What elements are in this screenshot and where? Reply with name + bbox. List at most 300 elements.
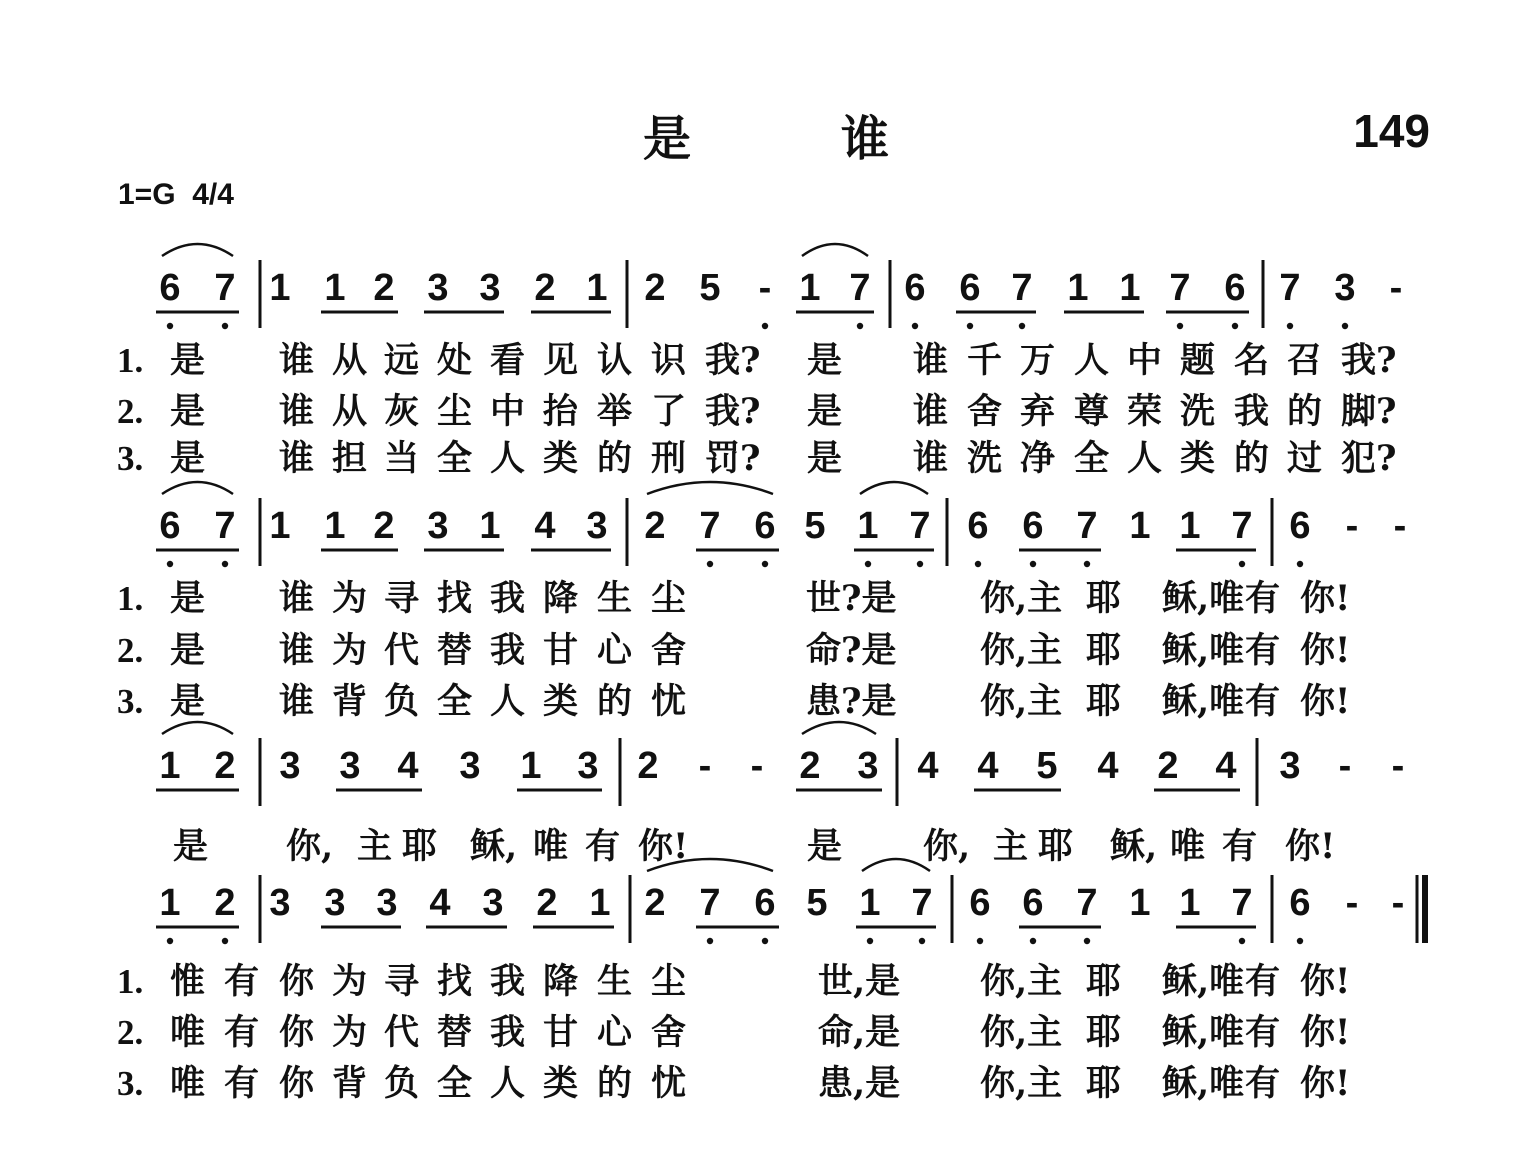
- lyric-syllable: 你: [279, 1012, 315, 1053]
- note: 2: [644, 505, 666, 547]
- lyric-syllable: 是: [807, 438, 843, 479]
- verse-number: 2.: [117, 392, 144, 431]
- lyric-syllable: 举: [597, 391, 633, 432]
- low-octave-dot: [857, 323, 863, 329]
- lyric-syllable: 见: [543, 340, 579, 381]
- note: 1: [859, 882, 881, 924]
- lyric-syllable: 犯?: [1341, 438, 1397, 479]
- lyric-syllable: 唯: [170, 1012, 206, 1053]
- note: 1: [324, 267, 346, 309]
- note: 6: [969, 882, 991, 924]
- lyric-syllable: 尊: [1074, 391, 1110, 432]
- note: 1: [159, 882, 181, 924]
- note-dash: -: [1338, 745, 1352, 787]
- lyric-syllable: 尘: [651, 961, 687, 1002]
- lyric-syllable: 类: [543, 681, 579, 722]
- note: 6: [754, 505, 776, 547]
- lyric-syllable: 全: [437, 681, 473, 722]
- note: 2: [373, 505, 395, 547]
- lyric-syllable: 类: [543, 438, 579, 479]
- lyric-syllable: 耶: [1086, 630, 1122, 671]
- verse-number: 2.: [117, 1013, 144, 1052]
- lyric-syllable: 谁: [279, 681, 315, 722]
- slur: [860, 482, 928, 494]
- lyric-syllable: 人: [1127, 438, 1163, 479]
- lyric-syllable: 耶: [1086, 681, 1122, 722]
- low-octave-dot: [167, 561, 173, 567]
- lyric-syllable: 稣,唯: [1162, 578, 1245, 619]
- lyric-syllable: 负: [384, 1063, 420, 1104]
- lyric-syllable: 是: [807, 826, 843, 867]
- lyric-syllable: 背: [332, 1063, 368, 1104]
- lyric-syllable: 稣,唯: [1162, 961, 1245, 1002]
- lyric-syllable: 从: [332, 340, 368, 381]
- lyric-syllable: 有: [1245, 1012, 1281, 1053]
- lyric-syllable: 认: [597, 340, 633, 381]
- low-octave-dot: [1239, 561, 1245, 567]
- lyric-syllable: 召: [1287, 340, 1323, 381]
- key-signature: 1=G 4/4: [118, 178, 234, 211]
- lyric-syllable: 有: [1245, 630, 1281, 671]
- lyric-syllable: 的: [597, 681, 633, 722]
- low-octave-dot: [762, 323, 768, 329]
- lyric-syllable: 生: [597, 578, 633, 619]
- lyric-syllable: 唯: [533, 826, 569, 867]
- note: 1: [1129, 882, 1151, 924]
- lyric-syllable: 替: [437, 1012, 473, 1053]
- lyric-syllable: 寻: [384, 578, 420, 619]
- note: 7: [1076, 505, 1098, 547]
- lyric-syllable: 人: [490, 438, 526, 479]
- lyric-syllable: 是: [807, 340, 843, 381]
- lyric-syllable: 过: [1287, 438, 1323, 479]
- note: 1: [479, 505, 501, 547]
- lyric-syllable: 荣: [1127, 391, 1163, 432]
- lyric-syllable: 远: [384, 340, 420, 381]
- lyric-syllable: 你,主: [980, 1063, 1063, 1104]
- note: 1: [589, 882, 611, 924]
- lyric-syllable: 世?是: [806, 578, 897, 619]
- note: 4: [977, 745, 999, 787]
- note: 1: [1129, 505, 1151, 547]
- low-octave-dot: [1019, 323, 1025, 329]
- lyric-syllable: 你!: [638, 826, 689, 867]
- note: 7: [849, 267, 871, 309]
- note: 4: [917, 745, 939, 787]
- lyric-syllable: 有: [224, 1063, 260, 1104]
- low-octave-dot: [1030, 938, 1036, 944]
- lyric-syllable: 替: [437, 630, 473, 671]
- note: 2: [534, 267, 556, 309]
- slur: [162, 722, 233, 734]
- lyric-syllable: 的: [597, 1063, 633, 1104]
- lyric-syllable: 是: [170, 340, 206, 381]
- note: 1: [1067, 267, 1089, 309]
- note: 1: [1179, 882, 1201, 924]
- lyric-syllable: 是: [170, 438, 206, 479]
- lyric-syllable: 找: [437, 961, 473, 1002]
- lyric-syllable: 全: [437, 1063, 473, 1104]
- lyric-syllable: 你!: [1300, 1063, 1351, 1104]
- lyric-syllable: 你!: [1300, 1012, 1351, 1053]
- note: 3: [586, 505, 608, 547]
- note-dash: -: [750, 745, 764, 787]
- note: 5: [804, 505, 826, 547]
- note-dash: -: [698, 745, 712, 787]
- lyric-syllable: 有: [1245, 961, 1281, 1002]
- low-octave-dot: [1232, 323, 1238, 329]
- note: 2: [214, 745, 236, 787]
- lyric-syllable: 你,主: [980, 578, 1063, 619]
- note-dash: -: [1389, 267, 1403, 309]
- note: 3: [857, 745, 879, 787]
- note: 3: [339, 745, 361, 787]
- verse-number: 3.: [117, 1064, 144, 1103]
- note: 3: [1334, 267, 1356, 309]
- lyric-syllable: 你,主: [980, 1012, 1063, 1053]
- note: 2: [1157, 745, 1179, 787]
- lyric-syllable: 你,: [923, 826, 971, 867]
- lyric-syllable: 你!: [1300, 578, 1351, 619]
- lyric-syllable: 谁: [279, 578, 315, 619]
- lyric-syllable: 你: [279, 1063, 315, 1104]
- note: 2: [799, 745, 821, 787]
- slur: [162, 244, 233, 256]
- note: 4: [534, 505, 556, 547]
- note: 3: [269, 882, 291, 924]
- lyric-syllable: 为: [332, 578, 368, 619]
- lyric-syllable: 你,主: [980, 681, 1063, 722]
- lyric-syllable: 耶: [1086, 961, 1122, 1002]
- lyric-syllable: 为: [332, 1012, 368, 1053]
- note: 7: [699, 882, 721, 924]
- note-dash: -: [1345, 505, 1359, 547]
- note: 3: [279, 745, 301, 787]
- lyric-syllable: 识: [651, 340, 687, 381]
- low-octave-dot: [1084, 561, 1090, 567]
- note: 7: [1011, 267, 1033, 309]
- lyric-syllable: 题: [1180, 340, 1216, 381]
- note: 1: [799, 267, 821, 309]
- note: 7: [699, 505, 721, 547]
- lyric-syllable: 我: [490, 578, 526, 619]
- low-octave-dot: [1177, 323, 1183, 329]
- note: 6: [1224, 267, 1246, 309]
- note: 3: [479, 267, 501, 309]
- low-octave-dot: [919, 938, 925, 944]
- lyric-syllable: 有: [224, 1012, 260, 1053]
- lyric-syllable: 有: [1245, 681, 1281, 722]
- note-dash: -: [1391, 745, 1405, 787]
- lyric-syllable: 主: [993, 826, 1029, 867]
- verse-number: 2.: [117, 631, 144, 670]
- lyric-syllable: 稣,唯: [1162, 681, 1245, 722]
- low-octave-dot: [1297, 561, 1303, 567]
- lyric-syllable: 稣,唯: [1162, 1063, 1245, 1104]
- note: 7: [1231, 505, 1253, 547]
- note-dash: -: [1393, 505, 1407, 547]
- lyric-syllable: 是: [170, 681, 206, 722]
- verse-number: 3.: [117, 439, 144, 478]
- note: 5: [699, 267, 721, 309]
- lyric-syllable: 万: [1020, 340, 1056, 381]
- lyric-syllable: 尘: [437, 391, 473, 432]
- lyric-syllable: 中: [490, 391, 526, 432]
- lyric-syllable: 我: [490, 961, 526, 1002]
- low-octave-dot: [1084, 938, 1090, 944]
- lyric-syllable: 谁: [279, 340, 315, 381]
- lyric-syllable: 当: [384, 438, 420, 479]
- lyric-syllable: 有: [224, 961, 260, 1002]
- verse-number: 1.: [117, 341, 144, 380]
- low-octave-dot: [867, 938, 873, 944]
- lyric-syllable: 舍: [967, 391, 1003, 432]
- page-title: 是谁: [642, 111, 1039, 167]
- note: 3: [427, 505, 449, 547]
- lyric-syllable: 为: [332, 961, 368, 1002]
- note: 6: [1289, 882, 1311, 924]
- lyric-syllable: 降: [543, 961, 579, 1002]
- verse-number: 3.: [117, 682, 144, 721]
- slur: [162, 482, 233, 494]
- lyric-syllable: 稣,唯: [1162, 630, 1245, 671]
- lyric-syllable: 洗: [967, 438, 1003, 479]
- note: 1: [586, 267, 608, 309]
- lyric-syllable: 生: [597, 961, 633, 1002]
- hymn-number: 149: [1353, 105, 1430, 157]
- slur: [802, 722, 876, 734]
- note: 4: [429, 882, 451, 924]
- lyric-syllable: 心: [597, 1012, 633, 1053]
- lyric-syllable: 谁: [913, 438, 949, 479]
- lyric-syllable: 谁: [279, 438, 315, 479]
- note: 6: [1289, 505, 1311, 547]
- note: 6: [159, 267, 181, 309]
- lyric-syllable: 你!: [1285, 826, 1336, 867]
- note: 1: [324, 505, 346, 547]
- lyric-syllable: 是: [173, 826, 209, 867]
- lyric-syllable: 唯: [170, 1063, 206, 1104]
- note: 7: [214, 505, 236, 547]
- lyric-syllable: 我: [1234, 391, 1270, 432]
- note: 2: [214, 882, 236, 924]
- verse-number: 1.: [117, 962, 144, 1001]
- lyric-syllable: 主: [357, 826, 393, 867]
- lyric-syllable: 甘: [543, 630, 579, 671]
- lyric-syllable: 了: [651, 391, 687, 432]
- lyric-syllable: 耶: [1086, 578, 1122, 619]
- lyric-syllable: 罚?: [705, 438, 761, 479]
- note: 7: [1279, 267, 1301, 309]
- lyric-syllable: 唯: [1170, 826, 1206, 867]
- lyric-syllable: 稣,: [1110, 826, 1158, 867]
- lyric-syllable: 处: [437, 340, 473, 381]
- lyric-syllable: 代: [384, 630, 420, 671]
- note: 6: [1022, 882, 1044, 924]
- note: 1: [159, 745, 181, 787]
- lyric-syllable: 患?是: [806, 681, 897, 722]
- note: 3: [324, 882, 346, 924]
- lyric-syllable: 尘: [651, 578, 687, 619]
- lyric-syllable: 你: [279, 961, 315, 1002]
- lyric-syllable: 我?: [705, 391, 761, 432]
- lyric-syllable: 命,是: [818, 1012, 901, 1053]
- note: 1: [520, 745, 542, 787]
- note: 6: [967, 505, 989, 547]
- lyric-syllable: 耶: [402, 826, 438, 867]
- lyric-syllable: 类: [543, 1063, 579, 1104]
- note: 7: [1231, 882, 1253, 924]
- low-octave-dot: [1342, 323, 1348, 329]
- lyric-syllable: 的: [597, 438, 633, 479]
- lyric-syllable: 你!: [1300, 681, 1351, 722]
- note: 3: [1279, 745, 1301, 787]
- lyric-syllable: 患,是: [818, 1063, 901, 1104]
- note: 7: [214, 267, 236, 309]
- note: 3: [376, 882, 398, 924]
- lyric-syllable: 舍: [651, 1012, 687, 1053]
- note: 2: [373, 267, 395, 309]
- note: 2: [644, 882, 666, 924]
- lyric-syllable: 我: [490, 1012, 526, 1053]
- lyric-syllable: 耶: [1086, 1063, 1122, 1104]
- lyric-syllable: 有: [585, 826, 621, 867]
- note: 6: [959, 267, 981, 309]
- low-octave-dot: [1030, 561, 1036, 567]
- lyric-syllable: 刑: [651, 438, 687, 479]
- lyric-syllable: 降: [543, 578, 579, 619]
- note: 1: [269, 267, 291, 309]
- lyric-syllable: 找: [437, 578, 473, 619]
- low-octave-dot: [707, 938, 713, 944]
- low-octave-dot: [222, 323, 228, 329]
- lyric-syllable: 负: [384, 681, 420, 722]
- lyric-syllable: 惟: [170, 961, 206, 1002]
- note-dash: -: [758, 267, 772, 309]
- lyric-syllable: 甘: [543, 1012, 579, 1053]
- note: 2: [644, 267, 666, 309]
- lyric-syllable: 看: [490, 340, 526, 381]
- low-octave-dot: [967, 323, 973, 329]
- lyric-syllable: 人: [1074, 340, 1110, 381]
- note: 6: [904, 267, 926, 309]
- note: 3: [459, 745, 481, 787]
- lyric-syllable: 洗: [1180, 391, 1216, 432]
- lyric-syllable: 耶: [1038, 826, 1074, 867]
- lyric-syllable: 为: [332, 630, 368, 671]
- lyric-syllable: 稣,唯: [1162, 1012, 1245, 1053]
- lyric-syllable: 忧: [651, 1063, 687, 1104]
- lyric-syllable: 你,: [286, 826, 334, 867]
- lyric-syllable: 的: [1234, 438, 1270, 479]
- note: 1: [269, 505, 291, 547]
- low-octave-dot: [977, 938, 983, 944]
- verse-number: 1.: [117, 579, 144, 618]
- note: 3: [427, 267, 449, 309]
- note: 4: [397, 745, 419, 787]
- lyric-syllable: 灰: [384, 391, 420, 432]
- lyric-syllable: 全: [1074, 438, 1110, 479]
- note: 1: [1119, 267, 1141, 309]
- lyric-syllable: 你!: [1300, 630, 1351, 671]
- lyric-syllable: 我?: [705, 340, 761, 381]
- note: 4: [1215, 745, 1237, 787]
- lyric-syllable: 是: [807, 391, 843, 432]
- lyric-syllable: 你,主: [980, 961, 1063, 1002]
- note: 1: [1179, 505, 1201, 547]
- lyric-syllable: 千: [967, 340, 1003, 381]
- lyric-syllable: 名: [1234, 340, 1270, 381]
- note: 7: [1076, 882, 1098, 924]
- note: 3: [482, 882, 504, 924]
- low-octave-dot: [762, 561, 768, 567]
- note: 6: [159, 505, 181, 547]
- lyric-syllable: 谁: [279, 391, 315, 432]
- lyric-syllable: 从: [332, 391, 368, 432]
- lyric-syllable: 中: [1127, 340, 1163, 381]
- lyric-syllable: 代: [384, 1012, 420, 1053]
- lyric-syllable: 有: [1245, 1063, 1281, 1104]
- low-octave-dot: [1239, 938, 1245, 944]
- lyric-syllable: 是: [170, 578, 206, 619]
- lyric-syllable: 是: [170, 391, 206, 432]
- slur: [802, 244, 868, 256]
- lyric-syllable: 脚?: [1341, 391, 1397, 432]
- lyric-syllable: 担: [332, 438, 368, 479]
- lyric-syllable: 净: [1020, 438, 1056, 479]
- lyric-syllable: 命?是: [806, 630, 897, 671]
- lyric-syllable: 谁: [913, 391, 949, 432]
- lyric-syllable: 背: [332, 681, 368, 722]
- lyric-syllable: 你!: [1300, 961, 1351, 1002]
- note: 7: [1169, 267, 1191, 309]
- note: 5: [806, 882, 828, 924]
- slur: [647, 482, 773, 494]
- lyric-syllable: 世,是: [818, 961, 901, 1002]
- low-octave-dot: [1287, 323, 1293, 329]
- lyric-syllable: 人: [490, 1063, 526, 1104]
- low-octave-dot: [167, 938, 173, 944]
- lyric-syllable: 我?: [1341, 340, 1397, 381]
- low-octave-dot: [222, 561, 228, 567]
- lyric-syllable: 忧: [651, 681, 687, 722]
- low-octave-dot: [707, 561, 713, 567]
- lyric-syllable: 抬: [543, 391, 579, 432]
- lyric-syllable: 谁: [279, 630, 315, 671]
- low-octave-dot: [912, 323, 918, 329]
- lyric-syllable: 全: [437, 438, 473, 479]
- lyric-syllable: 弃: [1020, 391, 1056, 432]
- note: 3: [577, 745, 599, 787]
- low-octave-dot: [865, 561, 871, 567]
- note-dash: -: [1345, 882, 1359, 924]
- note-dash: -: [1391, 882, 1405, 924]
- low-octave-dot: [1297, 938, 1303, 944]
- lyric-syllable: 谁: [913, 340, 949, 381]
- lyric-syllable: 舍: [651, 630, 687, 671]
- low-octave-dot: [222, 938, 228, 944]
- lyric-syllable: 有: [1222, 826, 1258, 867]
- low-octave-dot: [167, 323, 173, 329]
- lyric-syllable: 人: [490, 681, 526, 722]
- lyric-syllable: 有: [1245, 578, 1281, 619]
- note: 6: [754, 882, 776, 924]
- lyric-syllable: 类: [1180, 438, 1216, 479]
- lyric-syllable: 寻: [384, 961, 420, 1002]
- note: 5: [1036, 745, 1058, 787]
- lyric-syllable: 稣,: [470, 826, 518, 867]
- note: 7: [911, 882, 933, 924]
